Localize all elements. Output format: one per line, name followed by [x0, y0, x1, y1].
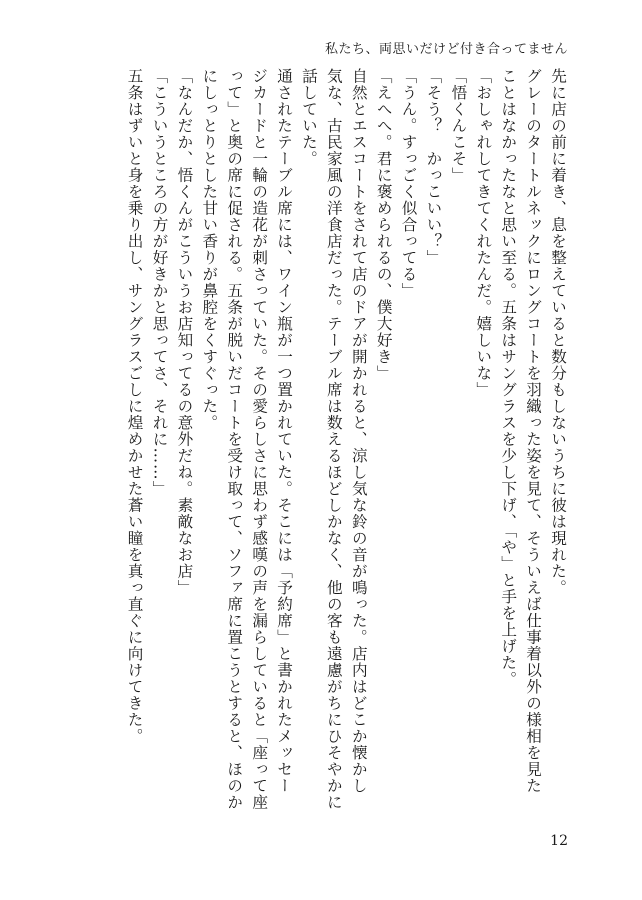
text-line: 通されたテーブル席には、ワイン瓶が一つ置かれていた。そこには「予約席」と書かれたメッセー — [275, 68, 294, 794]
text-line: ことはなかったなと思い至る。五条はサングラスを少し下げ、「や」と手を上げた。 — [499, 68, 518, 688]
text-line: にしっとりとした甘い香りが鼻腔をくすぐった。 — [200, 68, 219, 431]
text-line: 「悟くんこそ」 — [449, 68, 468, 184]
text-line: グレーのタートルネックにロングコートを羽織った姿を見て、そういえば仕事着以外の様相を見た — [524, 68, 543, 794]
text-line: 五条はずいと身を乗り出し、サングラスごしに煌めかせた蒼い瞳を真っ直ぐに向けてきた。 — [125, 68, 144, 745]
text-line: 「うん。すっごく似合ってる」 — [399, 68, 418, 299]
text-line: 話していた。 — [299, 68, 318, 167]
text-line: 「こういうところの方が好きかと思ってさ、それに……」 — [150, 68, 169, 497]
text-line: 「そう？ かっこいい？」 — [424, 68, 443, 266]
body-text — [122, 68, 570, 811]
running-header: 私たち、両思いだけど付き合ってません — [324, 42, 568, 57]
text-line: 自然とエスコートをされて店のドアが開かれると、涼し気な鈴の音が鳴った。店内はどこか懐かし — [349, 68, 368, 794]
text-line: ジカードと一輪の造花が刺さっていた。その愛らしさに思わず感嘆の声を漏らしていると「座って座 — [250, 68, 269, 811]
text-line: 「おしゃれしてきてくれたんだ。嬉しいな」 — [474, 68, 493, 398]
text-line: 「えへへ。君に褒められるの、僕大好き」 — [374, 68, 393, 382]
page-number: 12 — [550, 833, 568, 849]
text-line: って」と奥の席に促される。五条が脱いだコートを受け取って、ソファ席に置こうとすると、ほのか — [225, 68, 244, 811]
text-line: 先に店の前に着き、息を整えていると数分もしないうちに彼は現れた。 — [549, 68, 567, 596]
text-line: 気な、古民家風の洋食店だった。テーブル席は数えるほどしかなく、他の客も遠慮がちにひそやかに — [324, 68, 343, 811]
text-line: 「なんだか、悟くんがこういうお店知ってるの意外だね。素敵なお店」 — [175, 68, 194, 596]
